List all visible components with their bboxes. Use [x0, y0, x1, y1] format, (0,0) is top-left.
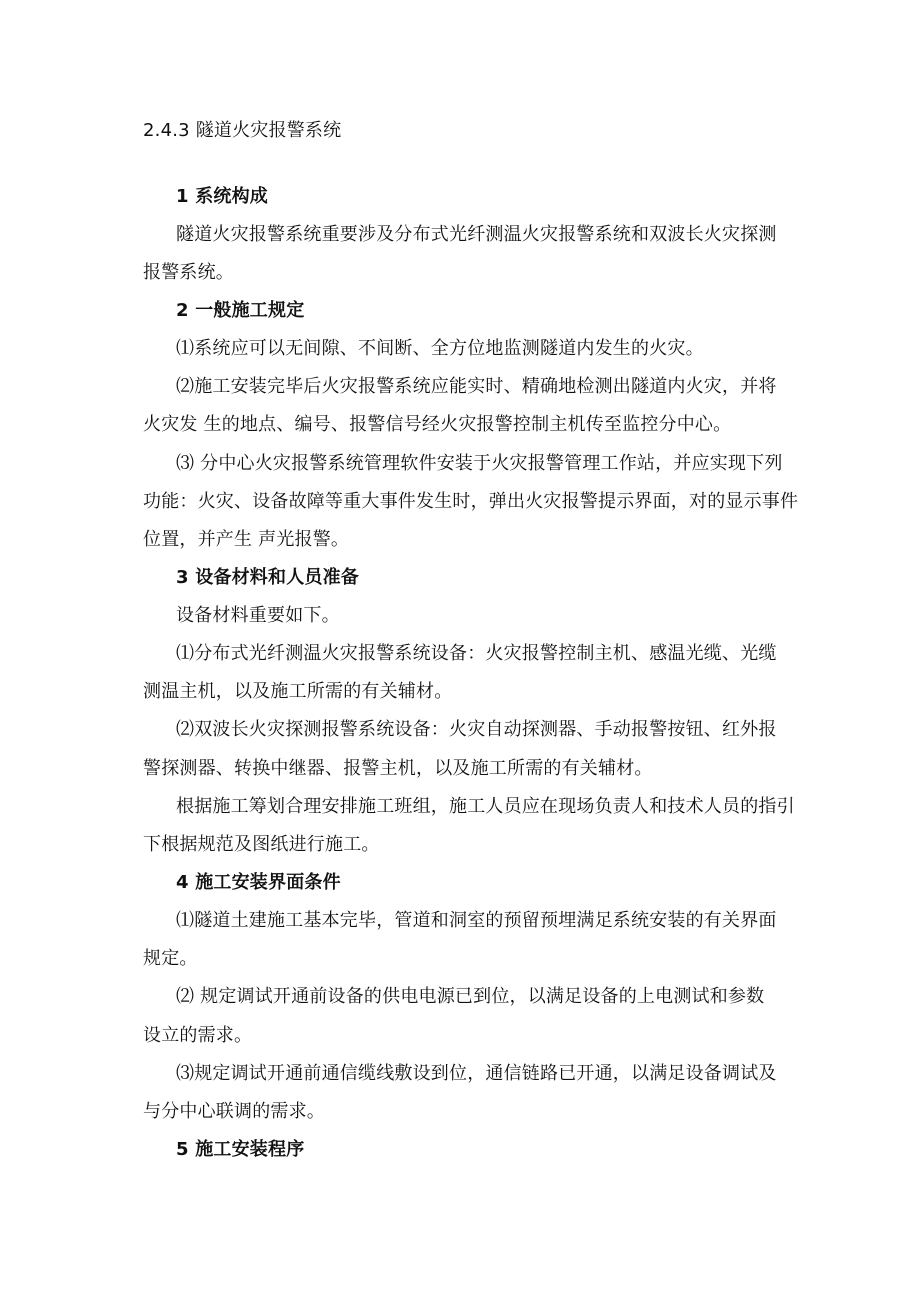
- list-item-line: ⑴分布式光纤测温火灾报警系统设备：火灾报警控制主机、感温光缆、光缆: [176, 643, 777, 664]
- list-item-line: ⑵双波长火灾探测报警系统设备：火灾自动探测器、手动报警按钮、红外报: [176, 719, 777, 740]
- paragraph-line: 设备材料重要如下。: [176, 605, 340, 626]
- heading-system-composition: 1 系统构成: [176, 186, 268, 207]
- list-item-line: ⑶ 分中心火灾报警系统管理软件安装于火灾报警管理工作站，并应实现下列: [176, 453, 783, 474]
- list-item-line: ⑴隧道土建施工基本完毕，管道和洞室的预留预埋满足系统安装的有关界面: [176, 910, 777, 931]
- list-item-line: 火灾发 生的地点、编号、报警信号经火灾报警控制主机传至监控分中心。: [143, 414, 732, 435]
- list-item-line: ⑵ 规定调试开通前设备的供电电源已到位，以满足设备的上电测试和参数: [176, 986, 765, 1007]
- list-item-line: ⑶规定调试开通前通信缆线敷设到位，通信链路已开通，以满足设备调试及: [176, 1063, 777, 1084]
- list-item-line: 设立的需求。: [143, 1025, 253, 1046]
- paragraph-line: 报警系统。: [143, 262, 234, 283]
- heading-interface-conditions: 4 施工安装界面条件: [176, 872, 341, 893]
- paragraph-line: 根据施工筹划合理安排施工班组，施工人员应在现场负责人和技术人员的指引: [176, 796, 795, 817]
- heading-equipment-personnel: 3 设备材料和人员准备: [176, 567, 359, 588]
- heading-general-rules: 2 一般施工规定: [176, 300, 305, 321]
- list-item-line: 警探测器、转换中继器、报警主机，以及施工所需的有关辅材。: [143, 758, 653, 779]
- list-item-line: ⑴系统应可以无间隙、不间断、全方位地监测隧道内发生的火灾。: [176, 338, 704, 359]
- list-item-line: 位置，并产生 声光报警。: [143, 529, 350, 550]
- list-item-line: 规定。: [143, 948, 198, 969]
- paragraph-line: 隧道火灾报警系统重要涉及分布式光纤测温火灾报警系统和双波长火灾探测: [176, 224, 777, 245]
- list-item-line: 测温主机，以及施工所需的有关辅材。: [143, 681, 453, 702]
- list-item-line: ⑵施工安装完毕后火灾报警系统应能实时、精确地检测出隧道内火灾，并将: [176, 376, 777, 397]
- section-title: 2.4.3 隧道火灾报警系统: [143, 120, 342, 141]
- paragraph-line: 下根据规范及图纸进行施工。: [143, 834, 380, 855]
- heading-installation-procedure: 5 施工安装程序: [176, 1139, 305, 1160]
- list-item-line: 与分中心联调的需求。: [143, 1101, 325, 1122]
- list-item-line: 功能：火灾、设备故障等重大事件发生时，弹出火灾报警提示界面，对的显示事件: [143, 491, 799, 512]
